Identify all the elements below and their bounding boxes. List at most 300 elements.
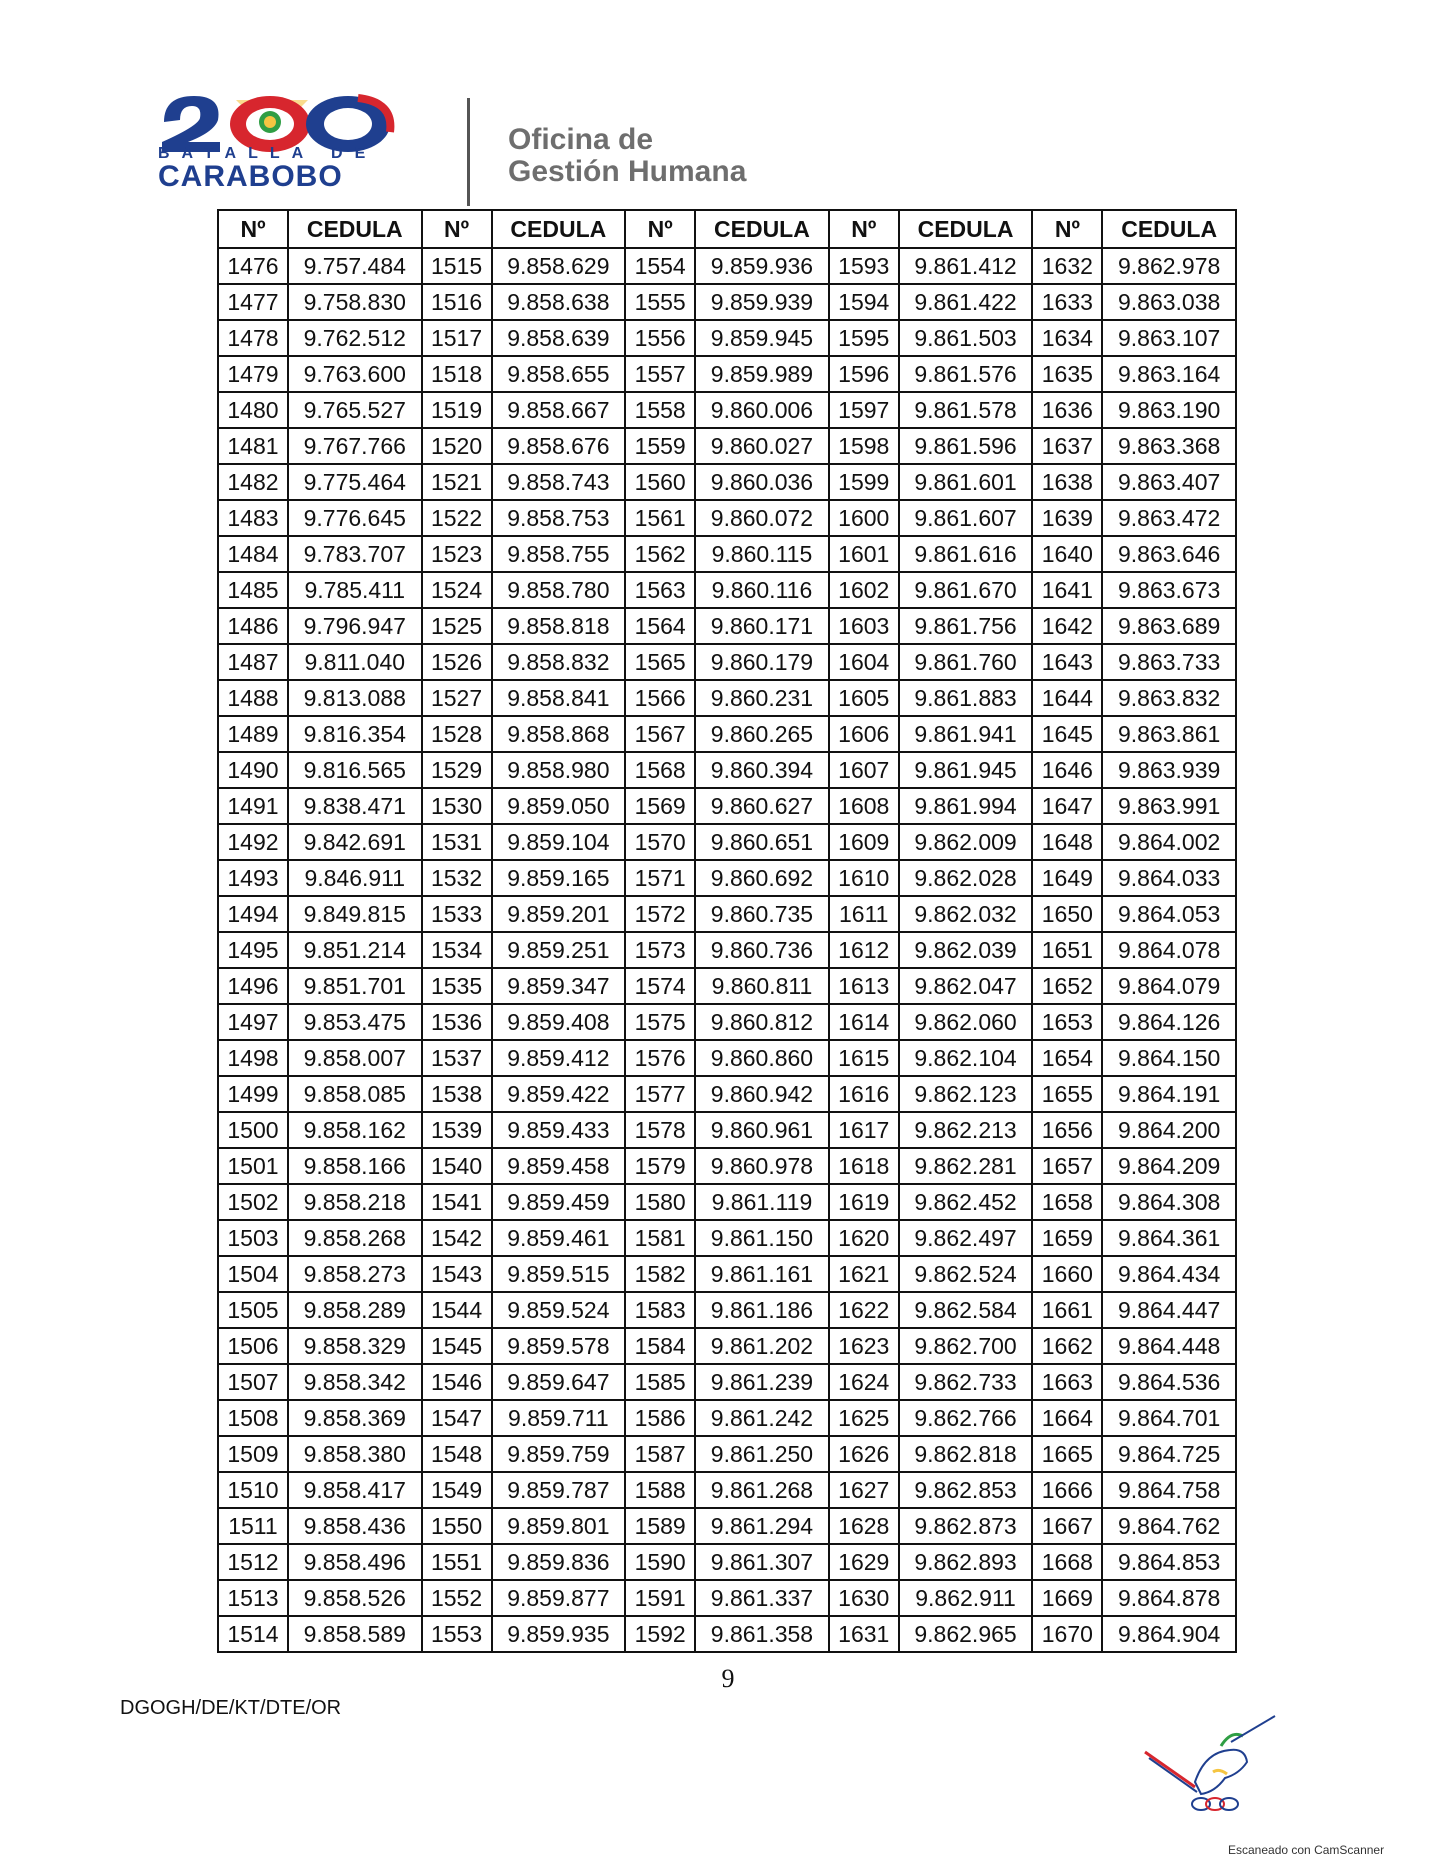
row-number-cell: 1642 xyxy=(1032,608,1102,644)
row-number-cell: 1619 xyxy=(829,1184,899,1220)
cedula-cell: 9.858.638 xyxy=(492,284,626,320)
row-number-cell: 1641 xyxy=(1032,572,1102,608)
table-row xyxy=(218,500,1236,536)
cedula-cell: 9.860.115 xyxy=(695,536,829,572)
row-number-cell: 1618 xyxy=(829,1148,899,1184)
row-number-cell: 1611 xyxy=(829,896,899,932)
cedula-cell: 9.863.991 xyxy=(1102,788,1236,824)
cedula-cell: 9.862.213 xyxy=(899,1112,1033,1148)
row-number-cell: 1589 xyxy=(625,1508,695,1544)
cedula-cell: 9.861.601 xyxy=(899,464,1033,500)
row-number-cell: 1546 xyxy=(422,1364,492,1400)
column-header: CEDULA xyxy=(492,210,626,248)
row-number-cell: 1498 xyxy=(218,1040,288,1076)
cedula-cell: 9.858.329 xyxy=(288,1328,422,1364)
table-row xyxy=(218,1112,1236,1148)
row-number-cell: 1622 xyxy=(829,1292,899,1328)
row-number-cell: 1633 xyxy=(1032,284,1102,320)
cedula-cell: 9.858.841 xyxy=(492,680,626,716)
row-number-cell: 1658 xyxy=(1032,1184,1102,1220)
cedula-cell: 9.859.458 xyxy=(492,1148,626,1184)
row-number-cell: 1572 xyxy=(625,896,695,932)
row-number-cell: 1511 xyxy=(218,1508,288,1544)
table-row xyxy=(218,536,1236,572)
cedula-cell: 9.860.179 xyxy=(695,644,829,680)
row-number-cell: 1575 xyxy=(625,1004,695,1040)
cedula-cell: 9.860.171 xyxy=(695,608,829,644)
row-number-cell: 1663 xyxy=(1032,1364,1102,1400)
cedula-cell: 9.859.524 xyxy=(492,1292,626,1328)
cedula-cell: 9.862.700 xyxy=(899,1328,1033,1364)
row-number-cell: 1563 xyxy=(625,572,695,608)
column-header: CEDULA xyxy=(695,210,829,248)
cedula-cell: 9.859.836 xyxy=(492,1544,626,1580)
row-number-cell: 1480 xyxy=(218,392,288,428)
row-number-cell: 1482 xyxy=(218,464,288,500)
row-number-cell: 1561 xyxy=(625,500,695,536)
row-number-cell: 1592 xyxy=(625,1616,695,1652)
row-number-cell: 1492 xyxy=(218,824,288,860)
row-number-cell: 1530 xyxy=(422,788,492,824)
cedula-cell: 9.860.692 xyxy=(695,860,829,896)
table-row xyxy=(218,644,1236,680)
row-number-cell: 1525 xyxy=(422,608,492,644)
table-row xyxy=(218,1400,1236,1436)
row-number-cell: 1529 xyxy=(422,752,492,788)
cedula-cell: 9.859.412 xyxy=(492,1040,626,1076)
cedula-cell: 9.864.434 xyxy=(1102,1256,1236,1292)
cedula-cell: 9.861.596 xyxy=(899,428,1033,464)
row-number-cell: 1656 xyxy=(1032,1112,1102,1148)
column-header: CEDULA xyxy=(899,210,1033,248)
row-number-cell: 1634 xyxy=(1032,320,1102,356)
table-row xyxy=(218,1184,1236,1220)
row-number-cell: 1631 xyxy=(829,1616,899,1652)
header-divider xyxy=(467,98,470,206)
row-number-cell: 1519 xyxy=(422,392,492,428)
row-number-cell: 1666 xyxy=(1032,1472,1102,1508)
cedula-cell: 9.863.646 xyxy=(1102,536,1236,572)
table-row xyxy=(218,968,1236,1004)
cedula-cell: 9.863.861 xyxy=(1102,716,1236,752)
cedula-cell: 9.863.472 xyxy=(1102,500,1236,536)
cedula-cell: 9.858.667 xyxy=(492,392,626,428)
cedula-cell: 9.851.701 xyxy=(288,968,422,1004)
row-number-cell: 1657 xyxy=(1032,1148,1102,1184)
cedula-cell: 9.859.515 xyxy=(492,1256,626,1292)
row-number-cell: 1623 xyxy=(829,1328,899,1364)
row-number-cell: 1617 xyxy=(829,1112,899,1148)
cedula-cell: 9.861.161 xyxy=(695,1256,829,1292)
cedula-cell: 9.858.639 xyxy=(492,320,626,356)
cedula-cell: 9.859.422 xyxy=(492,1076,626,1112)
cedula-cell: 9.813.088 xyxy=(288,680,422,716)
cedula-cell: 9.863.368 xyxy=(1102,428,1236,464)
cedula-cell: 9.858.166 xyxy=(288,1148,422,1184)
cedula-cell: 9.864.758 xyxy=(1102,1472,1236,1508)
column-header: Nº xyxy=(625,210,695,248)
cedula-cell: 9.858.755 xyxy=(492,536,626,572)
cedula-cell: 9.862.060 xyxy=(899,1004,1033,1040)
table-row xyxy=(218,464,1236,500)
row-number-cell: 1562 xyxy=(625,536,695,572)
row-number-cell: 1669 xyxy=(1032,1580,1102,1616)
row-number-cell: 1603 xyxy=(829,608,899,644)
cedula-cell: 9.863.190 xyxy=(1102,392,1236,428)
row-number-cell: 1636 xyxy=(1032,392,1102,428)
cedula-cell: 9.851.214 xyxy=(288,932,422,968)
cedula-cell: 9.859.787 xyxy=(492,1472,626,1508)
cedula-cell: 9.861.250 xyxy=(695,1436,829,1472)
cedula-cell: 9.864.447 xyxy=(1102,1292,1236,1328)
row-number-cell: 1485 xyxy=(218,572,288,608)
cedula-cell: 9.859.711 xyxy=(492,1400,626,1436)
cedula-cell: 9.861.294 xyxy=(695,1508,829,1544)
row-number-cell: 1571 xyxy=(625,860,695,896)
cedula-cell: 9.862.047 xyxy=(899,968,1033,1004)
row-number-cell: 1536 xyxy=(422,1004,492,1040)
cedula-cell: 9.862.965 xyxy=(899,1616,1033,1652)
table-row xyxy=(218,356,1236,392)
row-number-cell: 1568 xyxy=(625,752,695,788)
cedula-cell: 9.861.242 xyxy=(695,1400,829,1436)
row-number-cell: 1559 xyxy=(625,428,695,464)
cedula-cell: 9.860.006 xyxy=(695,392,829,428)
row-number-cell: 1503 xyxy=(218,1220,288,1256)
cedula-cell: 9.860.651 xyxy=(695,824,829,860)
row-number-cell: 1506 xyxy=(218,1328,288,1364)
row-number-cell: 1479 xyxy=(218,356,288,392)
row-number-cell: 1490 xyxy=(218,752,288,788)
row-number-cell: 1516 xyxy=(422,284,492,320)
row-number-cell: 1579 xyxy=(625,1148,695,1184)
cedula-cell: 9.776.645 xyxy=(288,500,422,536)
row-number-cell: 1542 xyxy=(422,1220,492,1256)
cedula-cell: 9.864.361 xyxy=(1102,1220,1236,1256)
cedula-cell: 9.858.743 xyxy=(492,464,626,500)
table-row xyxy=(218,248,1236,284)
cedula-cell: 9.858.273 xyxy=(288,1256,422,1292)
table-row xyxy=(218,320,1236,356)
cedula-cell: 9.859.408 xyxy=(492,1004,626,1040)
cedula-cell: 9.858.832 xyxy=(492,644,626,680)
cedula-cell: 9.861.358 xyxy=(695,1616,829,1652)
cedula-cell: 9.864.725 xyxy=(1102,1436,1236,1472)
row-number-cell: 1489 xyxy=(218,716,288,752)
row-number-cell: 1640 xyxy=(1032,536,1102,572)
cedula-cell: 9.859.989 xyxy=(695,356,829,392)
cedula-cell: 9.863.107 xyxy=(1102,320,1236,356)
row-number-cell: 1512 xyxy=(218,1544,288,1580)
row-number-cell: 1553 xyxy=(422,1616,492,1652)
row-number-cell: 1646 xyxy=(1032,752,1102,788)
logo-wordmark xyxy=(158,146,418,192)
table-row xyxy=(218,860,1236,896)
row-number-cell: 1551 xyxy=(422,1544,492,1580)
column-header: CEDULA xyxy=(288,210,422,248)
row-number-cell: 1526 xyxy=(422,644,492,680)
cedula-cell: 9.859.165 xyxy=(492,860,626,896)
cedula-cell: 9.785.411 xyxy=(288,572,422,608)
cedula-cell: 9.858.526 xyxy=(288,1580,422,1616)
row-number-cell: 1609 xyxy=(829,824,899,860)
cedula-cell: 9.863.407 xyxy=(1102,464,1236,500)
row-number-cell: 1494 xyxy=(218,896,288,932)
cedula-cell: 9.860.036 xyxy=(695,464,829,500)
cedula-cell: 9.862.028 xyxy=(899,860,1033,896)
row-number-cell: 1548 xyxy=(422,1436,492,1472)
row-number-cell: 1601 xyxy=(829,536,899,572)
cedula-cell: 9.862.452 xyxy=(899,1184,1033,1220)
cedula-cell: 9.849.815 xyxy=(288,896,422,932)
row-number-cell: 1639 xyxy=(1032,500,1102,536)
cedula-cell: 9.861.616 xyxy=(899,536,1033,572)
row-number-cell: 1493 xyxy=(218,860,288,896)
row-number-cell: 1504 xyxy=(218,1256,288,1292)
column-header: Nº xyxy=(829,210,899,248)
cedula-cell: 9.864.150 xyxy=(1102,1040,1236,1076)
row-number-cell: 1605 xyxy=(829,680,899,716)
cedula-cell: 9.838.471 xyxy=(288,788,422,824)
column-header: Nº xyxy=(218,210,288,248)
row-number-cell: 1545 xyxy=(422,1328,492,1364)
row-number-cell: 1626 xyxy=(829,1436,899,1472)
row-number-cell: 1502 xyxy=(218,1184,288,1220)
cedula-cell: 9.858.436 xyxy=(288,1508,422,1544)
cedula-cell: 9.861.670 xyxy=(899,572,1033,608)
cedula-cell: 9.858.162 xyxy=(288,1112,422,1148)
cedula-cell: 9.859.877 xyxy=(492,1580,626,1616)
cedula-cell: 9.864.033 xyxy=(1102,860,1236,896)
cedula-cell: 9.858.868 xyxy=(492,716,626,752)
column-header: CEDULA xyxy=(1102,210,1236,248)
cedula-cell: 9.864.308 xyxy=(1102,1184,1236,1220)
table-row xyxy=(218,392,1236,428)
row-number-cell: 1668 xyxy=(1032,1544,1102,1580)
row-number-cell: 1644 xyxy=(1032,680,1102,716)
cedula-cell: 9.858.369 xyxy=(288,1400,422,1436)
cedula-cell: 9.862.104 xyxy=(899,1040,1033,1076)
column-header: Nº xyxy=(1032,210,1102,248)
row-number-cell: 1596 xyxy=(829,356,899,392)
cedula-cell: 9.859.936 xyxy=(695,248,829,284)
row-number-cell: 1486 xyxy=(218,608,288,644)
cedula-cell: 9.864.853 xyxy=(1102,1544,1236,1580)
row-number-cell: 1578 xyxy=(625,1112,695,1148)
cedula-cell: 9.861.202 xyxy=(695,1328,829,1364)
row-number-cell: 1565 xyxy=(625,644,695,680)
cedula-cell: 9.860.231 xyxy=(695,680,829,716)
table-row xyxy=(218,1544,1236,1580)
cedula-cell: 9.859.461 xyxy=(492,1220,626,1256)
table-row xyxy=(218,680,1236,716)
row-number-cell: 1593 xyxy=(829,248,899,284)
cedula-cell: 9.861.186 xyxy=(695,1292,829,1328)
row-number-cell: 1523 xyxy=(422,536,492,572)
cedula-cell: 9.862.766 xyxy=(899,1400,1033,1436)
row-number-cell: 1557 xyxy=(625,356,695,392)
row-number-cell: 1555 xyxy=(625,284,695,320)
row-number-cell: 1659 xyxy=(1032,1220,1102,1256)
cedula-cell: 9.860.812 xyxy=(695,1004,829,1040)
cedula-cell: 9.860.860 xyxy=(695,1040,829,1076)
cedula-cell: 9.859.347 xyxy=(492,968,626,1004)
row-number-cell: 1628 xyxy=(829,1508,899,1544)
cedula-cell: 9.816.354 xyxy=(288,716,422,752)
row-number-cell: 1531 xyxy=(422,824,492,860)
cedula-cell: 9.765.527 xyxy=(288,392,422,428)
cedula-cell: 9.859.251 xyxy=(492,932,626,968)
row-number-cell: 1495 xyxy=(218,932,288,968)
row-number-cell: 1513 xyxy=(218,1580,288,1616)
row-number-cell: 1584 xyxy=(625,1328,695,1364)
scanner-watermark: Escaneado con CamScanner xyxy=(1228,1843,1385,1857)
cedula-cell: 9.858.655 xyxy=(492,356,626,392)
cedula-cell: 9.862.733 xyxy=(899,1364,1033,1400)
cedula-cell: 9.858.980 xyxy=(492,752,626,788)
cedula-cell: 9.864.126 xyxy=(1102,1004,1236,1040)
table-row xyxy=(218,716,1236,752)
cedula-cell: 9.862.911 xyxy=(899,1580,1033,1616)
cedula-cell: 9.862.818 xyxy=(899,1436,1033,1472)
cedula-table xyxy=(217,209,1237,1653)
row-number-cell: 1624 xyxy=(829,1364,899,1400)
cedula-cell: 9.758.830 xyxy=(288,284,422,320)
table-row xyxy=(218,1472,1236,1508)
row-number-cell: 1614 xyxy=(829,1004,899,1040)
row-number-cell: 1649 xyxy=(1032,860,1102,896)
row-number-cell: 1508 xyxy=(218,1400,288,1436)
row-number-cell: 1500 xyxy=(218,1112,288,1148)
row-number-cell: 1661 xyxy=(1032,1292,1102,1328)
row-number-cell: 1594 xyxy=(829,284,899,320)
cedula-cell: 9.862.039 xyxy=(899,932,1033,968)
row-number-cell: 1647 xyxy=(1032,788,1102,824)
row-number-cell: 1587 xyxy=(625,1436,695,1472)
cedula-cell: 9.811.040 xyxy=(288,644,422,680)
cedula-cell: 9.860.394 xyxy=(695,752,829,788)
cedula-cell: 9.864.002 xyxy=(1102,824,1236,860)
cedula-cell: 9.861.756 xyxy=(899,608,1033,644)
footer-horse-rider-icon xyxy=(1135,1712,1285,1822)
cedula-cell: 9.861.150 xyxy=(695,1220,829,1256)
cedula-cell: 9.858.417 xyxy=(288,1472,422,1508)
row-number-cell: 1552 xyxy=(422,1580,492,1616)
cedula-cell: 9.846.911 xyxy=(288,860,422,896)
footer-logo xyxy=(1135,1712,1285,1822)
cedula-cell: 9.863.832 xyxy=(1102,680,1236,716)
cedula-cell: 9.860.811 xyxy=(695,968,829,1004)
cedula-cell: 9.762.512 xyxy=(288,320,422,356)
page-header xyxy=(150,88,850,208)
row-number-cell: 1520 xyxy=(422,428,492,464)
cedula-cell: 9.864.209 xyxy=(1102,1148,1236,1184)
row-number-cell: 1610 xyxy=(829,860,899,896)
cedula-cell: 9.863.038 xyxy=(1102,284,1236,320)
table-row xyxy=(218,896,1236,932)
cedula-cell: 9.757.484 xyxy=(288,248,422,284)
row-number-cell: 1501 xyxy=(218,1148,288,1184)
cedula-cell: 9.858.007 xyxy=(288,1040,422,1076)
row-number-cell: 1597 xyxy=(829,392,899,428)
row-number-cell: 1487 xyxy=(218,644,288,680)
cedula-cell: 9.860.027 xyxy=(695,428,829,464)
cedula-cell: 9.862.009 xyxy=(899,824,1033,860)
cedula-cell: 9.862.281 xyxy=(899,1148,1033,1184)
row-number-cell: 1569 xyxy=(625,788,695,824)
cedula-cell: 9.864.904 xyxy=(1102,1616,1236,1652)
cedula-cell: 9.861.337 xyxy=(695,1580,829,1616)
row-number-cell: 1554 xyxy=(625,248,695,284)
row-number-cell: 1540 xyxy=(422,1148,492,1184)
cedula-cell: 9.862.853 xyxy=(899,1472,1033,1508)
cedula-cell: 9.861.268 xyxy=(695,1472,829,1508)
row-number-cell: 1599 xyxy=(829,464,899,500)
row-number-cell: 1534 xyxy=(422,932,492,968)
row-number-cell: 1560 xyxy=(625,464,695,500)
cedula-cell: 9.858.589 xyxy=(288,1616,422,1652)
table-body xyxy=(218,248,1236,1652)
row-number-cell: 1527 xyxy=(422,680,492,716)
cedula-cell: 9.860.942 xyxy=(695,1076,829,1112)
row-number-cell: 1524 xyxy=(422,572,492,608)
row-number-cell: 1476 xyxy=(218,248,288,284)
row-number-cell: 1505 xyxy=(218,1292,288,1328)
row-number-cell: 1629 xyxy=(829,1544,899,1580)
cedula-cell: 9.858.818 xyxy=(492,608,626,644)
cedula-cell: 9.796.947 xyxy=(288,608,422,644)
row-number-cell: 1488 xyxy=(218,680,288,716)
row-number-cell: 1478 xyxy=(218,320,288,356)
row-number-cell: 1667 xyxy=(1032,1508,1102,1544)
page-number: 9 xyxy=(721,1664,735,1693)
cedula-cell: 9.864.078 xyxy=(1102,932,1236,968)
row-number-cell: 1652 xyxy=(1032,968,1102,1004)
row-number-cell: 1509 xyxy=(218,1436,288,1472)
row-number-cell: 1645 xyxy=(1032,716,1102,752)
cedula-cell: 9.861.576 xyxy=(899,356,1033,392)
cedula-cell: 9.859.050 xyxy=(492,788,626,824)
cedula-cell: 9.861.422 xyxy=(899,284,1033,320)
cedula-cell: 9.864.079 xyxy=(1102,968,1236,1004)
document-code: DGOGH/DE/KT/DTE/OR xyxy=(120,1697,342,1719)
cedula-cell: 9.864.191 xyxy=(1102,1076,1236,1112)
table-header-row xyxy=(218,210,1236,248)
cedula-cell: 9.858.629 xyxy=(492,248,626,284)
cedula-cell: 9.858.676 xyxy=(492,428,626,464)
cedula-cell: 9.863.673 xyxy=(1102,572,1236,608)
row-number-cell: 1664 xyxy=(1032,1400,1102,1436)
cedula-cell: 9.859.939 xyxy=(695,284,829,320)
row-number-cell: 1491 xyxy=(218,788,288,824)
row-number-cell: 1558 xyxy=(625,392,695,428)
cedula-cell: 9.859.935 xyxy=(492,1616,626,1652)
cedula-cell: 9.863.689 xyxy=(1102,608,1236,644)
row-number-cell: 1517 xyxy=(422,320,492,356)
cedula-cell: 9.862.032 xyxy=(899,896,1033,932)
row-number-cell: 1518 xyxy=(422,356,492,392)
row-number-cell: 1630 xyxy=(829,1580,899,1616)
logo-line-batalla: BATALLA DE xyxy=(158,145,378,162)
row-number-cell: 1598 xyxy=(829,428,899,464)
row-number-cell: 1538 xyxy=(422,1076,492,1112)
office-title-line2: Gestión Humana xyxy=(508,155,747,188)
cedula-cell: 9.858.780 xyxy=(492,572,626,608)
office-title xyxy=(508,124,746,188)
row-number-cell: 1607 xyxy=(829,752,899,788)
cedula-cell: 9.861.119 xyxy=(695,1184,829,1220)
cedula-cell: 9.860.978 xyxy=(695,1148,829,1184)
